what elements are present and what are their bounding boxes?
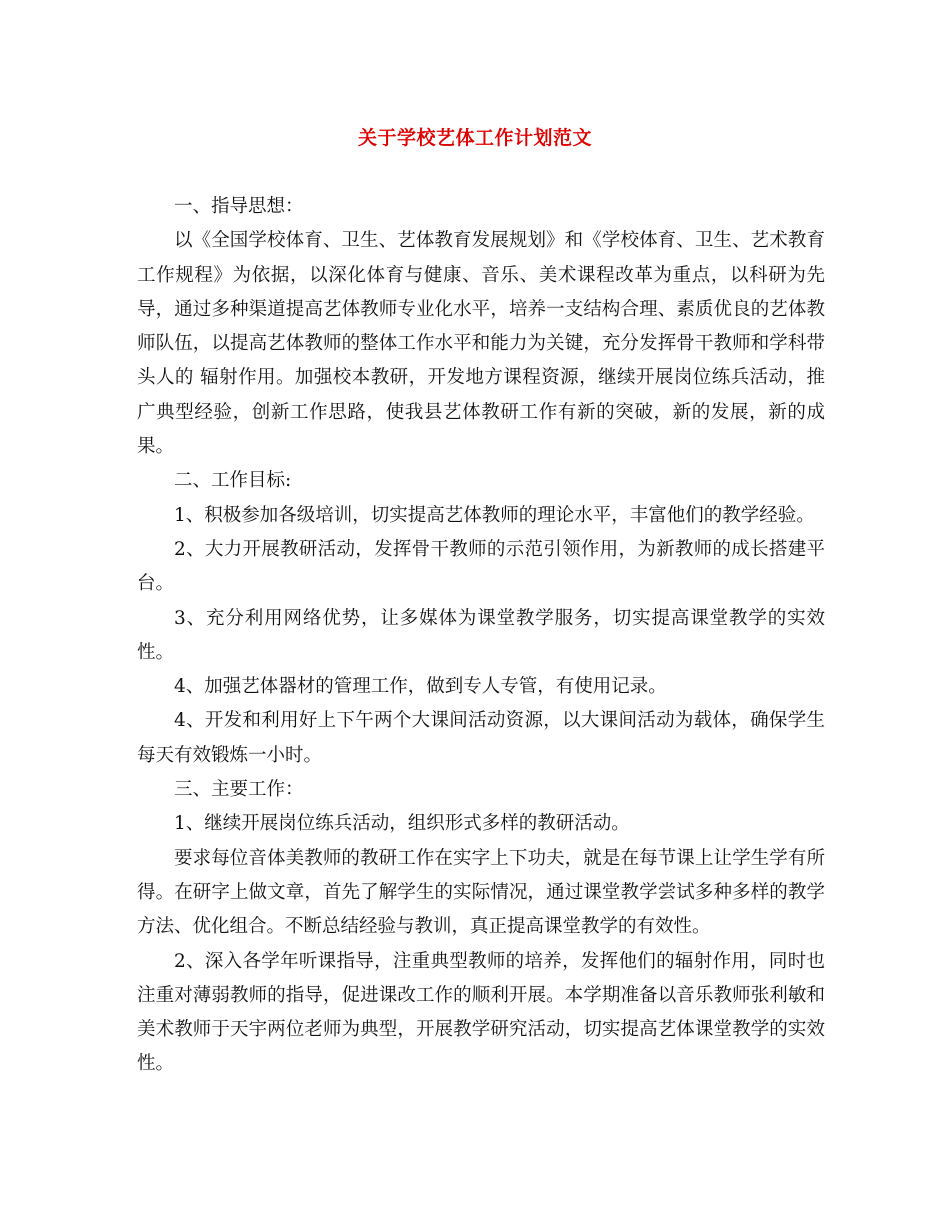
paragraph-guiding-ideology: 以《全国学校体育、卫生、艺体教育发展规划》和《学校体育、卫生、艺术教育工作规程》为依据，以深化体育与健康、音乐、美术课程改革为重点，以科研为先导，通过多种渠道提高艺体教师专业化水平，培养一支结构合理、素质优良的艺体教师队伍，以提高艺体教师的整体工作水平和能力为关键，充分发挥骨干教师和学科带头人的 辐射作用。加强校本教研，开发地方课程资源，继续开展岗位练兵活动，推广典型经验，创新工作思路，使我县艺体教研工作有新的突破，新的发展，新的成果。 — [137, 230, 825, 458]
goal-item-2: 2、大力开展教研活动，发挥骨干教师的示范引领作用，为新教师的成长搭建平台。 — [137, 538, 825, 595]
document-title: 关于学校艺体工作计划范文 — [357, 127, 592, 149]
main-work-paragraph: 要求每位音体美教师的教研工作在实字上下功夫，就是在每节课上让学生学有所得。在研字上做文章，首先了解学生的实际情况，通过课堂教学尝试多种多样的教学方法、优化组合。不断总结经验与教训，真正提高课堂教学的有效性。 — [137, 847, 825, 938]
heading-guiding-ideology: 一、指导思想： — [174, 196, 304, 217]
main-work-item-1: 1、继续开展岗位练兵活动，组织形式多样的教研活动。 — [174, 813, 630, 835]
document-body — [137, 190, 825, 1082]
goal-item-4: 4、加强艺体器材的管理工作，做到专人专管，有使用记录。 — [174, 676, 667, 698]
heading-work-goals: 二、工作目标: — [174, 470, 292, 492]
goal-item-5: 4、开发和利用好上下午两个大课间活动资源，以大课间活动为载体，确保学生每天有效锻炼一小时。 — [137, 710, 825, 766]
heading-main-work: 三、主要工作： — [174, 779, 304, 801]
goal-item-1: 1、积极参加各级培训，切实提高艺体教师的理论水平，丰富他们的教学经验。 — [174, 504, 815, 526]
goal-item-3: 3、充分利用网络优势，让多媒体为课堂教学服务，切实提高课堂教学的实效性。 — [137, 607, 825, 663]
main-work-item-2: 2、深入各学年听课指导，注重典型教师的培养，发挥他们的辐射作用，同时也注重对薄弱教师的指导，促进课改工作的顺利开展。本学期准备以音乐教师张利敏和美术教师于天宇两位老师为典型，开展教学研究活动，切实提高艺体课堂教学的实效性。 — [137, 950, 825, 1075]
